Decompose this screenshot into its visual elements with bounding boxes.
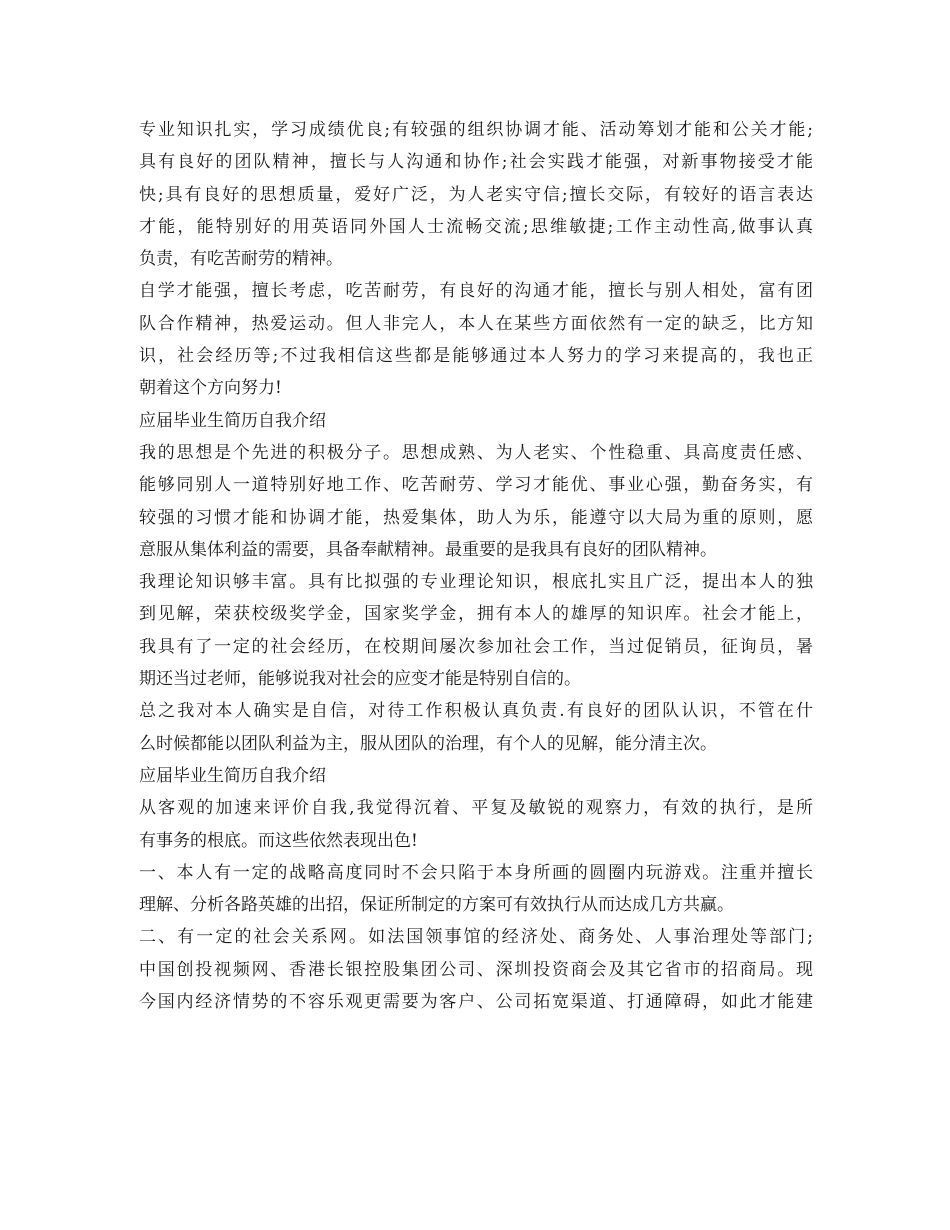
text-line: 中国创投视频网、香港长银控股集团公司、深圳投资商会及其它省市的招商局。现 (139, 959, 813, 980)
text-line: 应届毕业生简历自我介绍 (139, 765, 326, 786)
text-line: 二、有一定的社会关系网。如法国领事馆的经济处、商务处、人事治理处等部门; (139, 927, 813, 948)
document-page (139, 114, 813, 1018)
text-line: 朝着这个方向努力! (139, 378, 282, 399)
text-line: 具有良好的团队精神，擅长与人沟通和协作;社会实践才能强，对新事物接受才能 (139, 152, 813, 173)
text-line: 意服从集体利益的需要，具备奉献精神。最重要的是我具有良好的团队精神。 (139, 539, 717, 560)
text-line: 期还当过老师，能够说我对社会的应变才能是特别自信的。 (139, 669, 581, 690)
text-line: 快;具有良好的思想质量，爱好广泛，为人老实守信;擅长交际，有较好的语言表达 (139, 184, 813, 205)
text-line: 总之我对本人确实是自信，对待工作积极认真负责.有良好的团队认识，不管在什 (139, 701, 813, 722)
text-line: 从客观的加速来评价自我,我觉得沉着、平复及敏锐的观察力，有效的执行，是所 (139, 798, 813, 819)
text-line: 自学才能强，擅长考虑，吃苦耐劳，有良好的沟通才能，擅长与别人相处，富有团 (139, 281, 813, 302)
text-line: 较强的习惯才能和协调才能，热爱集体，助人为乐，能遵守以大局为重的原则，愿 (139, 507, 813, 528)
text-line: 能够同别人一道特别好地工作、吃苦耐劳、学习才能优、事业心强，勤奋务实，有 (139, 475, 813, 496)
text-line: 到见解，荣获校级奖学金，国家奖学金，拥有本人的雄厚的知识库。社会才能上， (139, 604, 813, 625)
text-line: 才能，能特别好的用英语同外国人士流畅交流;思维敏捷;工作主动性高,做事认真 (139, 216, 813, 237)
text-line: 应届毕业生简历自我介绍 (139, 410, 326, 431)
text-line: 我的思想是个先进的积极分子。思想成熟、为人老实、个性稳重、具高度责任感、 (139, 442, 813, 463)
text-line: 么时候都能以团队利益为主，服从团队的治理，有个人的见解，能分清主次。 (139, 733, 717, 754)
text-line: 有事务的根底。而这些依然表现出色! (139, 830, 418, 851)
text-line: 识，社会经历等;不过我相信这些都是能够通过本人努力的学习来提高的，我也正 (139, 346, 813, 367)
text-line: 我理论知识够丰富。具有比拟强的专业理论知识，根底扎实且广泛，提出本人的独 (139, 572, 813, 593)
text-line: 今国内经济情势的不容乐观更需要为客户、公司拓宽渠道、打通障碍，如此才能建 (139, 992, 813, 1013)
text-line: 队合作精神，热爱运动。但人非完人，本人在某些方面依然有一定的缺乏，比方知 (139, 313, 813, 334)
text-line: 我具有了一定的社会经历，在校期间屡次参加社会工作，当过促销员，征询员，暑 (139, 636, 813, 657)
text-line: 一、本人有一定的战略高度同时不会只陷于本身所画的圆圈内玩游戏。注重并擅长 (139, 862, 813, 883)
text-line: 专业知识扎实，学习成绩优良;有较强的组织协调才能、活动筹划才能和公关才能; (139, 120, 813, 140)
text-line: 负责，有吃苦耐劳的精神。 (139, 249, 343, 270)
text-line: 理解、分析各路英雄的出招，保证所制定的方案可有效执行从而达成几方共赢。 (139, 895, 734, 916)
